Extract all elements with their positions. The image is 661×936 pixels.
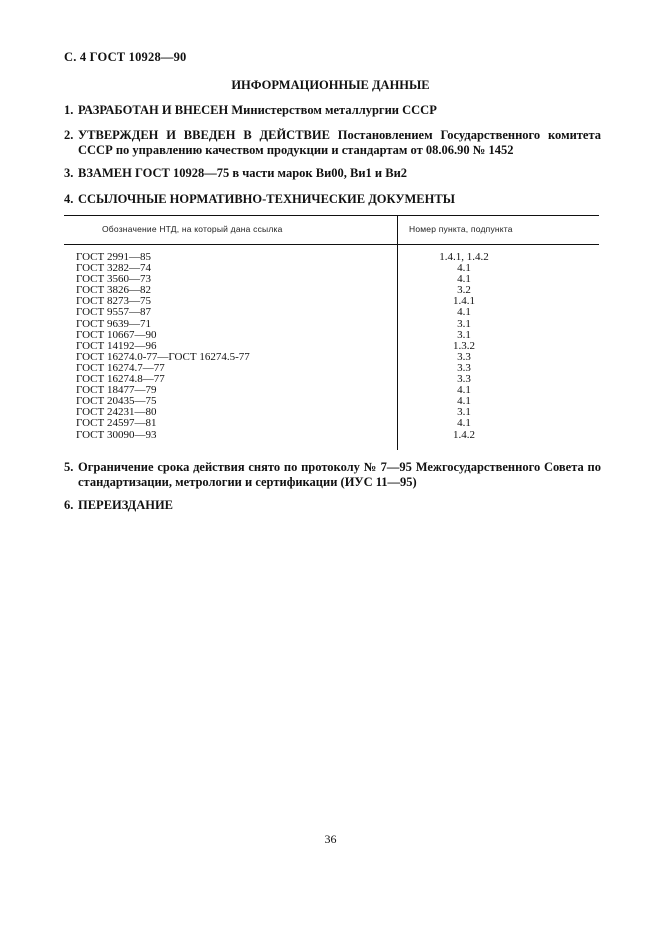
item-number: 1.	[64, 103, 74, 117]
document-designation: ГОСТ 14192—96	[76, 339, 157, 352]
item-lead: УТВЕРЖДЕН И ВВЕДЕН В ДЕЙСТВИЕ	[78, 128, 330, 142]
document-designation: ГОСТ 30090—93	[76, 428, 157, 441]
item-lead: ССЫЛОЧНЫЕ НОРМАТИВНО-ТЕХНИЧЕСКИЕ ДОКУМЕНТЫ	[78, 192, 455, 206]
table-row	[64, 430, 599, 441]
table-row	[64, 319, 599, 330]
item-number: 5.	[64, 460, 74, 474]
item-6	[64, 498, 601, 513]
item-3	[64, 166, 601, 181]
item-lead: ПЕРЕИЗДАНИЕ	[78, 498, 174, 512]
document-designation: ГОСТ 20435—75	[76, 395, 157, 408]
item-5	[64, 460, 601, 490]
clause-number: 3.3	[457, 350, 471, 363]
clause-number: 4.1	[457, 395, 471, 408]
clause-number: 3.3	[457, 361, 471, 374]
document-designation: ГОСТ 3282—74	[76, 262, 151, 275]
item-number: 6.	[64, 498, 74, 512]
document-designation: ГОСТ 9639—71	[76, 317, 151, 330]
table-row	[64, 307, 599, 318]
item-text: Ограничение срока действия снято по протоколу № 7—95 Межгосударственного Совета по стандартизации, метрологии и сертификации (ИУС 11—95)	[78, 460, 601, 489]
table-header-rule	[64, 244, 599, 245]
clause-number: 4.1	[457, 306, 471, 319]
document-designation: ГОСТ 16274.0-77—ГОСТ 16274.5-77	[76, 350, 250, 363]
clause-number: 3.1	[457, 406, 471, 419]
clause-number: 1.4.1	[453, 295, 475, 308]
clause-number: 3.2	[457, 284, 471, 297]
page-header: С. 4 ГОСТ 10928—90	[64, 50, 187, 64]
item-2	[64, 128, 601, 158]
clause-number: 1.4.2	[453, 428, 475, 441]
document-designation: ГОСТ 10667—90	[76, 328, 157, 341]
clause-number: 4.1	[457, 262, 471, 275]
clause-number: 4.1	[457, 384, 471, 397]
table-body	[64, 252, 599, 441]
clause-number: 3.1	[457, 317, 471, 330]
item-4	[64, 192, 601, 207]
document-designation: ГОСТ 9557—87	[76, 306, 151, 319]
document-designation: ГОСТ 2991—85	[76, 251, 151, 263]
clause-number: 4.1	[457, 273, 471, 286]
clause-number: 3.3	[457, 373, 471, 386]
document-designation: ГОСТ 24597—81	[76, 417, 157, 430]
document-designation: ГОСТ 18477—79	[76, 384, 157, 397]
item-text: в части марок Ви00, Ви1 и Ви2	[232, 166, 408, 180]
document-designation: ГОСТ 24231—80	[76, 406, 157, 419]
section-title: ИНФОРМАЦИОННЫЕ ДАННЫЕ	[231, 78, 430, 92]
item-1	[64, 103, 601, 118]
clause-number: 1.3.2	[453, 339, 475, 352]
table-top-rule	[64, 215, 599, 216]
item-lead: ВЗАМЕН ГОСТ 10928—75	[78, 166, 230, 180]
item-number: 2.	[64, 128, 74, 142]
item-number: 4.	[64, 192, 74, 206]
clause-number: 3.1	[457, 328, 471, 341]
page-number: 36	[324, 832, 337, 846]
table-header-clause: Номер пункта, подпункта	[409, 224, 513, 234]
item-lead: РАЗРАБОТАН И ВНЕСЕН	[78, 103, 229, 117]
clause-number: 4.1	[457, 417, 471, 430]
document-designation: ГОСТ 8273—75	[76, 295, 151, 308]
clause-number: 1.4.1, 1.4.2	[439, 251, 489, 263]
table-row	[64, 418, 599, 429]
document-designation: ГОСТ 3826—82	[76, 284, 151, 297]
item-number: 3.	[64, 166, 74, 180]
item-text: Постановлением Государственного комитета СССР по управлению качеством продукции и стандартам от 08.06.90 № 1452	[78, 128, 602, 157]
table-header-document: Обозначение НТД, на который дана ссылка	[102, 224, 283, 234]
document-designation: ГОСТ 16274.8—77	[76, 373, 165, 386]
document-designation: ГОСТ 3560—73	[76, 273, 151, 286]
item-text: Министерством металлургии СССР	[231, 103, 437, 117]
document-designation: ГОСТ 16274.7—77	[76, 361, 165, 374]
